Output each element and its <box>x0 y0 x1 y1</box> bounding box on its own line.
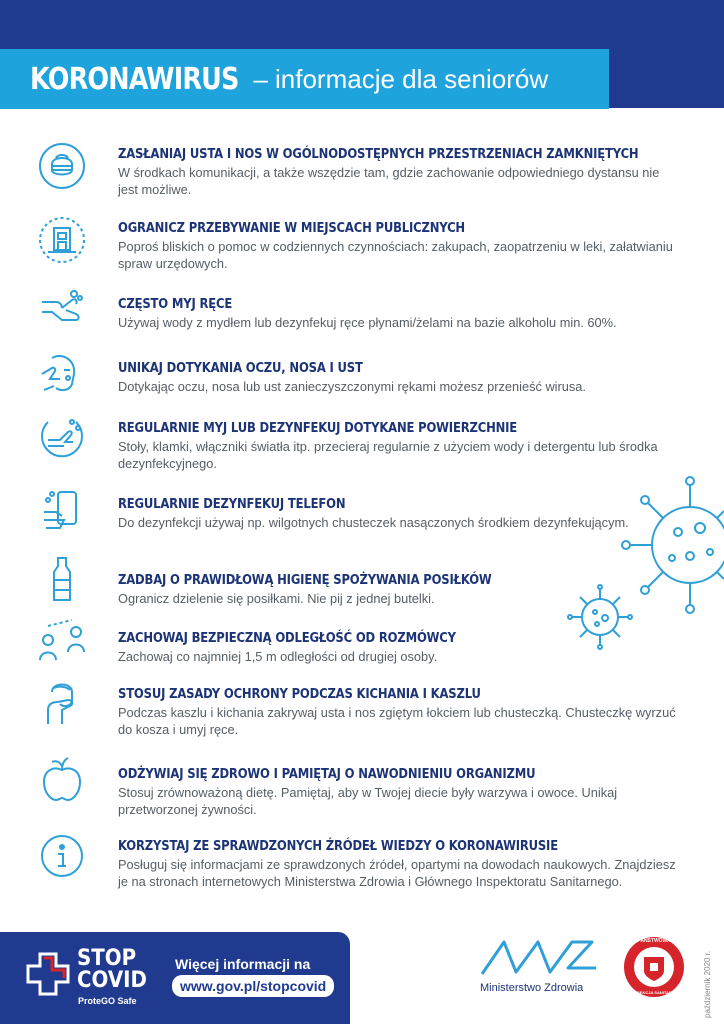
cross-logo-icon <box>24 950 72 998</box>
stopcovid-banner <box>0 932 350 1024</box>
item-text: Zachowaj co najmniej 1,5 m odległości od drugiej osoby. <box>118 649 438 664</box>
item-heading: KORZYSTAJ ZE SPRAWDZONYCH ŹRÓDEŁ WIEDZY O KORONAWIRUSIE <box>118 838 558 854</box>
item-text: Poproś bliskich o pomoc w codziennych czynnościach: zakupach, zaopatrzeniu w leki, załatwianiu spraw urzędowych. <box>118 239 673 271</box>
apple-icon <box>38 756 86 804</box>
pis-logo <box>622 935 686 999</box>
phone-clean-icon <box>38 488 86 536</box>
item-text: Podczas kaszlu i kichania zakrywaj usta i nos zgiętym łokciem lub chusteczką. Chusteczkę wyrzuć do kosza i umyj ręce. <box>118 705 676 737</box>
ministry-logo-icon <box>480 938 600 978</box>
item-heading: ZASŁANIAJ USTA I NOS W OGÓLNODOSTĘPNYCH PRZESTRZENIACH ZAMKNIĘTYCH <box>118 146 639 162</box>
item-heading: REGULARNIE DEZYNFEKUJ TELEFON <box>118 496 346 512</box>
protego-label: ProteGO Safe <box>78 996 137 1006</box>
pis-bottom-label: INSPEKCJA SANITARNA <box>630 990 678 995</box>
distance-icon <box>38 616 86 664</box>
hand-wash-icon <box>38 286 86 334</box>
page-title: KORONAWIRUS <box>30 61 239 97</box>
item-heading: OGRANICZ PRZEBYWANIE W MIEJSCACH PUBLICZNYCH <box>118 220 465 236</box>
touch-face-icon <box>38 350 86 398</box>
stay-home-icon <box>38 216 86 264</box>
item-heading: ZADBAJ O PRAWIDŁOWĄ HIGIENĘ SPOŻYWANIA POSIŁKÓW <box>118 572 492 588</box>
item-text: Stosuj zrównoważoną dietę. Pamiętaj, aby w Twojej diecie były warzywa i owoce. Unikaj przetworzonej żywności. <box>118 785 618 817</box>
item-heading: STOSUJ ZASADY OCHRONY PODCZAS KICHANIA I KASZLU <box>118 686 481 702</box>
pis-top-label: PAŃSTWOWA <box>637 938 671 944</box>
virus-large-icon <box>620 470 724 620</box>
info-icon <box>38 832 86 880</box>
item-text: W środkach komunikacji, a także wszędzie tam, gdzie zachowanie odpowiedniego dystansu nie jest możliwe. <box>118 165 660 197</box>
item-heading: ODŻYWIAJ SIĘ ZDROWO I PAMIĘTAJ O NAWODNIENIU ORGANIZMU <box>118 766 536 782</box>
item-text: Ogranicz dzielenie się posiłkami. Nie pij z jednej butelki. <box>118 591 435 606</box>
virus-small-icon <box>565 582 635 652</box>
item-text: Do dezynfekcji używaj np. wilgotnych chusteczek nasączonych środkiem dezynfekującym. <box>118 515 629 530</box>
title-banner <box>0 49 609 109</box>
date-label: październik 2020 r. <box>703 950 712 1018</box>
item-heading: CZĘSTO MYJ RĘCE <box>118 296 233 312</box>
item-heading: UNIKAJ DOTYKANIA OCZU, NOSA I UST <box>118 360 363 376</box>
item-text: Dotykając oczu, nosa lub ust zanieczyszczonymi rękami możesz przenieść wirusa. <box>118 379 586 394</box>
sneeze-icon <box>38 678 86 726</box>
ministry-label: Ministerstwo Zdrowia <box>480 982 584 994</box>
more-info-label: Więcej informacji na <box>175 956 311 972</box>
item-heading: ZACHOWAJ BEZPIECZNĄ ODLEGŁOŚĆ OD ROZMÓWCY <box>118 630 456 646</box>
bottle-icon <box>38 556 86 604</box>
item-text: Używaj wody z mydłem lub dezynfekuj ręce płynami/żelami na bazie alkoholu min. 60%. <box>118 315 617 330</box>
item-text: Posługuj się informacjami ze sprawdzonych źródeł, opartymi na dowodach naukowych. Znajdziesz je na stronach internetowych Ministerstwa Zdrowia i Głównego Inspektoratu Sanitarnego. <box>118 857 676 889</box>
face-mask-icon <box>38 142 86 190</box>
item-text: Stoły, klamki, włączniki światła itp. przecieraj regularnie z użyciem wody i detergentu lub środka dezynfekcyjnego. <box>118 439 658 471</box>
disinfect-surface-icon <box>38 412 86 460</box>
stop-covid-logo-text: STOP COVID <box>77 946 147 993</box>
item-heading: REGULARNIE MYJ LUB DEZYNFEKUJ DOTYKANE POWIERZCHNIE <box>118 420 518 436</box>
stopcovid-link[interactable]: www.gov.pl/stopcovid <box>172 975 334 997</box>
page-subtitle: – informacje dla seniorów <box>253 63 549 94</box>
